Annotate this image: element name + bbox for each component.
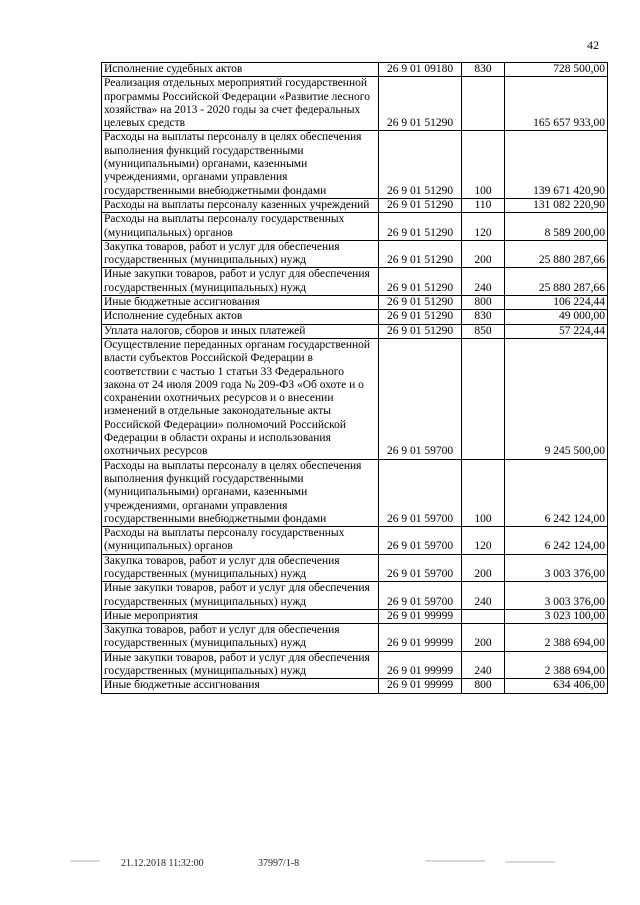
row-expense-type (462, 338, 505, 459)
row-name: Закупка товаров, работ и услуг для обеспечения государственных (муниципальных) нужд (102, 240, 379, 268)
footer-date: 21.12.2018 11:32:00 (121, 858, 204, 869)
row-expense-type: 100 (462, 459, 505, 526)
row-amount: 3 023 100,00 (505, 609, 608, 623)
row-code: 26 9 01 51290 (379, 77, 462, 131)
row-expense-type: 200 (462, 624, 505, 652)
row-expense-type: 120 (462, 527, 505, 555)
row-expense-type: 850 (462, 324, 505, 338)
table-row (102, 338, 608, 459)
table-row (102, 609, 608, 623)
table-row (102, 240, 608, 268)
row-amount: 2 388 694,00 (505, 624, 608, 652)
scan-artifact (505, 861, 555, 863)
row-amount: 3 003 376,00 (505, 554, 608, 582)
row-name: Осуществление переданных органам государственной власти субъектов Российской Федерации в соответствии с частью 1 статьи 33 Федерального закона от 24 июля 2009 года № 209-ФЗ «Об охоте и о сохранении охотничьих ресурсов и о внесении изменений в отдельные законодательные акты Российской Федерации» полномочий Российской Федерации в области охраны и использования охотничьих ресурсов (102, 338, 379, 459)
row-code: 26 9 01 59700 (379, 582, 462, 610)
table-row (102, 554, 608, 582)
scan-artifact (70, 860, 100, 862)
table-row (102, 198, 608, 212)
row-expense-type: 800 (462, 296, 505, 310)
row-name: Исполнение судебных актов (102, 310, 379, 324)
row-code: 26 9 01 51290 (379, 131, 462, 198)
row-amount: 25 880 287,66 (505, 268, 608, 296)
page-number: 42 (587, 38, 599, 52)
row-amount: 8 589 200,00 (505, 213, 608, 241)
row-name: Иные бюджетные ассигнования (102, 679, 379, 693)
row-name: Расходы на выплаты персоналу казенных учреждений (102, 198, 379, 212)
row-amount: 131 082 220,90 (505, 198, 608, 212)
row-code: 26 9 01 99999 (379, 651, 462, 679)
row-code: 26 9 01 99999 (379, 609, 462, 623)
row-amount: 25 880 287,66 (505, 240, 608, 268)
row-code: 26 9 01 59700 (379, 338, 462, 459)
table-row (102, 296, 608, 310)
row-amount: 165 657 933,00 (505, 77, 608, 131)
table-row (102, 651, 608, 679)
row-expense-type: 200 (462, 554, 505, 582)
row-name: Расходы на выплаты персоналу государственных (муниципальных) органов (102, 527, 379, 555)
row-expense-type: 240 (462, 651, 505, 679)
row-code: 26 9 01 51290 (379, 198, 462, 212)
row-code: 26 9 01 99999 (379, 624, 462, 652)
footer-doc-number: 37997/1-8 (258, 858, 300, 869)
table-row (102, 268, 608, 296)
row-name: Расходы на выплаты персоналу в целях обеспечения выполнения функций государственными (муниципальными) органами, казенными учреждениями, органами управления государственными внебюджетными фондами (102, 131, 379, 198)
row-expense-type (462, 609, 505, 623)
row-expense-type (462, 77, 505, 131)
row-amount: 57 224,44 (505, 324, 608, 338)
table-row (102, 213, 608, 241)
table-row (102, 527, 608, 555)
row-name: Иные мероприятия (102, 609, 379, 623)
table-row (102, 77, 608, 131)
row-amount: 728 500,00 (505, 63, 608, 77)
row-code: 26 9 01 51290 (379, 213, 462, 241)
row-amount: 9 245 500,00 (505, 338, 608, 459)
row-expense-type: 830 (462, 63, 505, 77)
row-expense-type: 240 (462, 582, 505, 610)
row-name: Иные закупки товаров, работ и услуг для обеспечения государственных (муниципальных) нужд (102, 582, 379, 610)
table-row (102, 582, 608, 610)
row-code: 26 9 01 59700 (379, 459, 462, 526)
budget-table (101, 62, 608, 694)
row-name: Иные закупки товаров, работ и услуг для обеспечения государственных (муниципальных) нужд (102, 268, 379, 296)
scan-artifact (425, 860, 485, 862)
row-code: 26 9 01 99999 (379, 679, 462, 693)
row-amount: 6 242 124,00 (505, 459, 608, 526)
row-expense-type: 200 (462, 240, 505, 268)
row-name: Закупка товаров, работ и услуг для обеспечения государственных (муниципальных) нужд (102, 624, 379, 652)
table-row (102, 679, 608, 693)
row-amount: 106 224,44 (505, 296, 608, 310)
row-code: 26 9 01 51290 (379, 296, 462, 310)
table-row (102, 63, 608, 77)
row-code: 26 9 01 51290 (379, 240, 462, 268)
row-name: Расходы на выплаты персоналу государственных (муниципальных) органов (102, 213, 379, 241)
row-code: 26 9 01 09180 (379, 63, 462, 77)
row-expense-type: 110 (462, 198, 505, 212)
row-expense-type: 830 (462, 310, 505, 324)
row-expense-type: 120 (462, 213, 505, 241)
row-amount: 49 000,00 (505, 310, 608, 324)
row-expense-type: 240 (462, 268, 505, 296)
table-row (102, 310, 608, 324)
row-code: 26 9 01 51290 (379, 324, 462, 338)
row-amount: 6 242 124,00 (505, 527, 608, 555)
row-name: Иные закупки товаров, работ и услуг для обеспечения государственных (муниципальных) нужд (102, 651, 379, 679)
row-name: Закупка товаров, работ и услуг для обеспечения государственных (муниципальных) нужд (102, 554, 379, 582)
row-amount: 634 406,00 (505, 679, 608, 693)
row-code: 26 9 01 51290 (379, 310, 462, 324)
table-row (102, 131, 608, 198)
row-name: Уплата налогов, сборов и иных платежей (102, 324, 379, 338)
row-code: 26 9 01 51290 (379, 268, 462, 296)
row-name: Реализация отдельных мероприятий государственной программы Российской Федерации «Развитие лесного хозяйства» на 2013 - 2020 годы за счет федеральных целевых средств (102, 77, 379, 131)
table-row (102, 459, 608, 526)
row-name: Иные бюджетные ассигнования (102, 296, 379, 310)
row-name: Расходы на выплаты персоналу в целях обеспечения выполнения функций государственными (муниципальными) органами, казенными учреждениями, органами управления государственными внебюджетными фондами (102, 459, 379, 526)
table-row (102, 324, 608, 338)
row-name: Исполнение судебных актов (102, 63, 379, 77)
row-expense-type: 800 (462, 679, 505, 693)
row-code: 26 9 01 59700 (379, 554, 462, 582)
table-row (102, 624, 608, 652)
row-code: 26 9 01 59700 (379, 527, 462, 555)
row-amount: 2 388 694,00 (505, 651, 608, 679)
row-expense-type: 100 (462, 131, 505, 198)
row-amount: 3 003 376,00 (505, 582, 608, 610)
row-amount: 139 671 420,90 (505, 131, 608, 198)
